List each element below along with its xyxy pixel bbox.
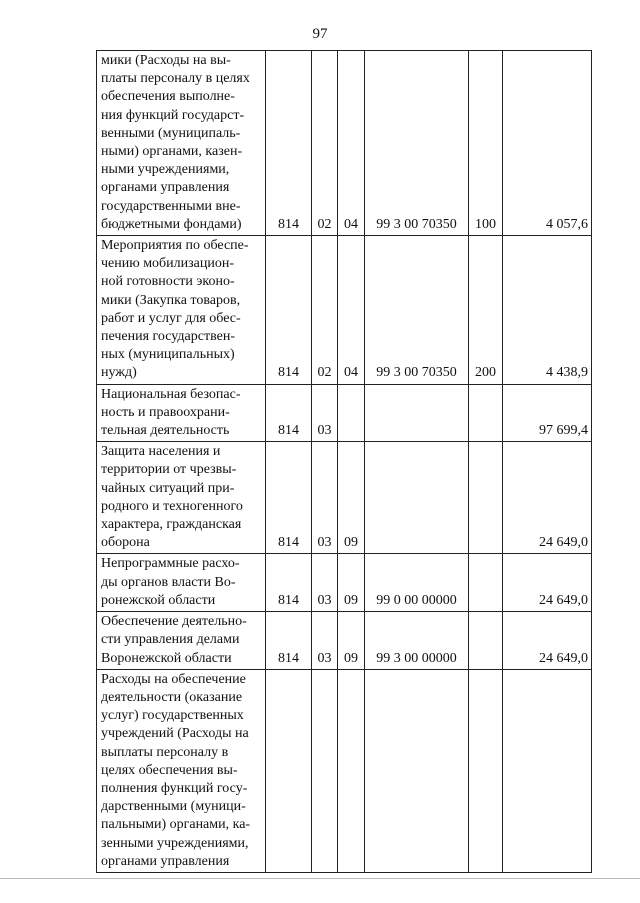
- expense-name-line: чайных ситуаций при-: [101, 480, 235, 496]
- target-article-cell: [365, 442, 469, 554]
- section-code-cell: 03: [312, 442, 338, 554]
- subsection-code-cell: 09: [338, 612, 365, 670]
- ministry-code-cell: 814: [266, 384, 312, 442]
- section-code-cell: 02: [312, 51, 338, 236]
- expense-name-line: Национальная безопас-: [101, 386, 241, 402]
- section-code-cell: 02: [312, 236, 338, 385]
- expense-name-line: Защита населения и: [101, 444, 221, 460]
- expense-name-line: обеспечения выполне-: [101, 89, 235, 105]
- expense-name-line: выплаты персоналу в: [101, 744, 229, 760]
- expense-name-line: органами управления: [101, 853, 230, 869]
- expense-name-line: ных (муниципальных): [101, 347, 235, 363]
- expense-name-line: печения государствен-: [101, 329, 235, 345]
- expense-name-line: Воронежской области: [101, 650, 232, 666]
- expense-name-line: венными (муниципаль-: [101, 125, 241, 141]
- target-article-cell: 99 0 00 00000: [365, 554, 469, 612]
- subsection-code-cell: [338, 384, 365, 442]
- expense-name-line: учреждений (Расходы на: [101, 726, 249, 742]
- expense-name-line: ния функций государст-: [101, 107, 245, 123]
- expense-name-line: ными учреждениями,: [101, 162, 230, 178]
- subsection-code-cell: [338, 669, 365, 872]
- amount-cell: 24 649,0: [503, 442, 592, 554]
- ministry-code-cell: 814: [266, 51, 312, 236]
- ministry-code-cell: 814: [266, 612, 312, 670]
- expense-name-line: тельная деятельность: [101, 423, 230, 439]
- section-code-cell: [312, 669, 338, 872]
- expense-name-line: бюджетными фондами): [101, 216, 242, 232]
- expense-name-line: дарственными (муници-: [101, 799, 246, 815]
- expense-name-line: родного и техногенного: [101, 498, 243, 514]
- table-row: [97, 442, 592, 554]
- amount-cell: 24 649,0: [503, 612, 592, 670]
- subsection-code-cell: 09: [338, 442, 365, 554]
- expense-name-line: мики (Расходы на вы-: [101, 53, 231, 68]
- expense-name-line: органами управления: [101, 180, 230, 196]
- table-row: [97, 51, 592, 236]
- expense-name-line: Обеспечение деятельно-: [101, 614, 247, 630]
- expense-name-line: государственными вне-: [101, 198, 241, 214]
- ministry-code-cell: [266, 669, 312, 872]
- expense-name-line: ронежской области: [101, 592, 216, 608]
- target-article-cell: 99 3 00 00000: [365, 612, 469, 670]
- expense-name-cell: [97, 669, 266, 872]
- expense-name-cell: [97, 384, 266, 442]
- expense-name-line: ность и правоохрани-: [101, 404, 230, 420]
- target-article-cell: 99 3 00 70350: [365, 236, 469, 385]
- expense-type-cell: 200: [469, 236, 503, 385]
- subsection-code-cell: 04: [338, 236, 365, 385]
- target-article-cell: [365, 669, 469, 872]
- expense-name-line: ды органов власти Во-: [101, 574, 236, 590]
- expense-name-line: оборона: [101, 535, 150, 551]
- expense-name-line: пальными) органами, ка-: [101, 817, 251, 833]
- expense-type-cell: [469, 669, 503, 872]
- table-row: [97, 236, 592, 385]
- budget-table: [96, 50, 592, 873]
- expense-name-cell: [97, 51, 266, 236]
- amount-cell: [503, 669, 592, 872]
- expense-name-line: платы персоналу в целях: [101, 71, 250, 87]
- expense-type-cell: [469, 554, 503, 612]
- section-code-cell: 03: [312, 612, 338, 670]
- expense-type-cell: [469, 442, 503, 554]
- table-row: [97, 669, 592, 872]
- expense-name-line: услуг) государственных: [101, 708, 244, 724]
- table-row: [97, 612, 592, 670]
- expense-name-line: мики (Закупка товаров,: [101, 292, 241, 308]
- expense-name-line: характера, гражданская: [101, 517, 242, 533]
- scan-edge-line: [0, 878, 640, 879]
- expense-name-line: Непрограммные расхо-: [101, 556, 240, 572]
- expense-type-cell: [469, 612, 503, 670]
- expense-name-line: Мероприятия по обеспе-: [101, 238, 249, 254]
- table-row: [97, 554, 592, 612]
- section-code-cell: 03: [312, 554, 338, 612]
- expense-name-cell: [97, 612, 266, 670]
- expense-name-line: полнения функций госу-: [101, 780, 248, 796]
- section-code-cell: 03: [312, 384, 338, 442]
- ministry-code-cell: 814: [266, 236, 312, 385]
- ministry-code-cell: 814: [266, 442, 312, 554]
- expense-name-line: сти управления делами: [101, 632, 240, 648]
- target-article-cell: 99 3 00 70350: [365, 51, 469, 236]
- expense-name-line: зенными учреждениями,: [101, 835, 249, 851]
- amount-cell: 97 699,4: [503, 384, 592, 442]
- expense-name-cell: [97, 442, 266, 554]
- expense-name-line: ной готовности эконо-: [101, 274, 235, 290]
- expense-name-line: деятельности (оказание: [101, 689, 243, 705]
- subsection-code-cell: 09: [338, 554, 365, 612]
- expense-name-line: целях обеспечения вы-: [101, 762, 238, 778]
- amount-cell: 4 438,9: [503, 236, 592, 385]
- expense-type-cell: 100: [469, 51, 503, 236]
- table-row: [97, 384, 592, 442]
- expense-name-cell: [97, 554, 266, 612]
- subsection-code-cell: 04: [338, 51, 365, 236]
- expense-name-line: чению мобилизацион-: [101, 256, 235, 272]
- ministry-code-cell: 814: [266, 554, 312, 612]
- expense-name-cell: [97, 236, 266, 385]
- expense-name-line: нужд): [101, 365, 137, 381]
- expense-name-line: территории от чрезвы-: [101, 462, 237, 478]
- expense-type-cell: [469, 384, 503, 442]
- page-number: 97: [312, 26, 328, 42]
- expense-name-line: работ и услуг для обес-: [101, 310, 241, 326]
- target-article-cell: [365, 384, 469, 442]
- amount-cell: 24 649,0: [503, 554, 592, 612]
- amount-cell: 4 057,6: [503, 51, 592, 236]
- expense-name-line: Расходы на обеспечение: [101, 671, 246, 687]
- expense-name-line: ными) органами, казен-: [101, 144, 243, 160]
